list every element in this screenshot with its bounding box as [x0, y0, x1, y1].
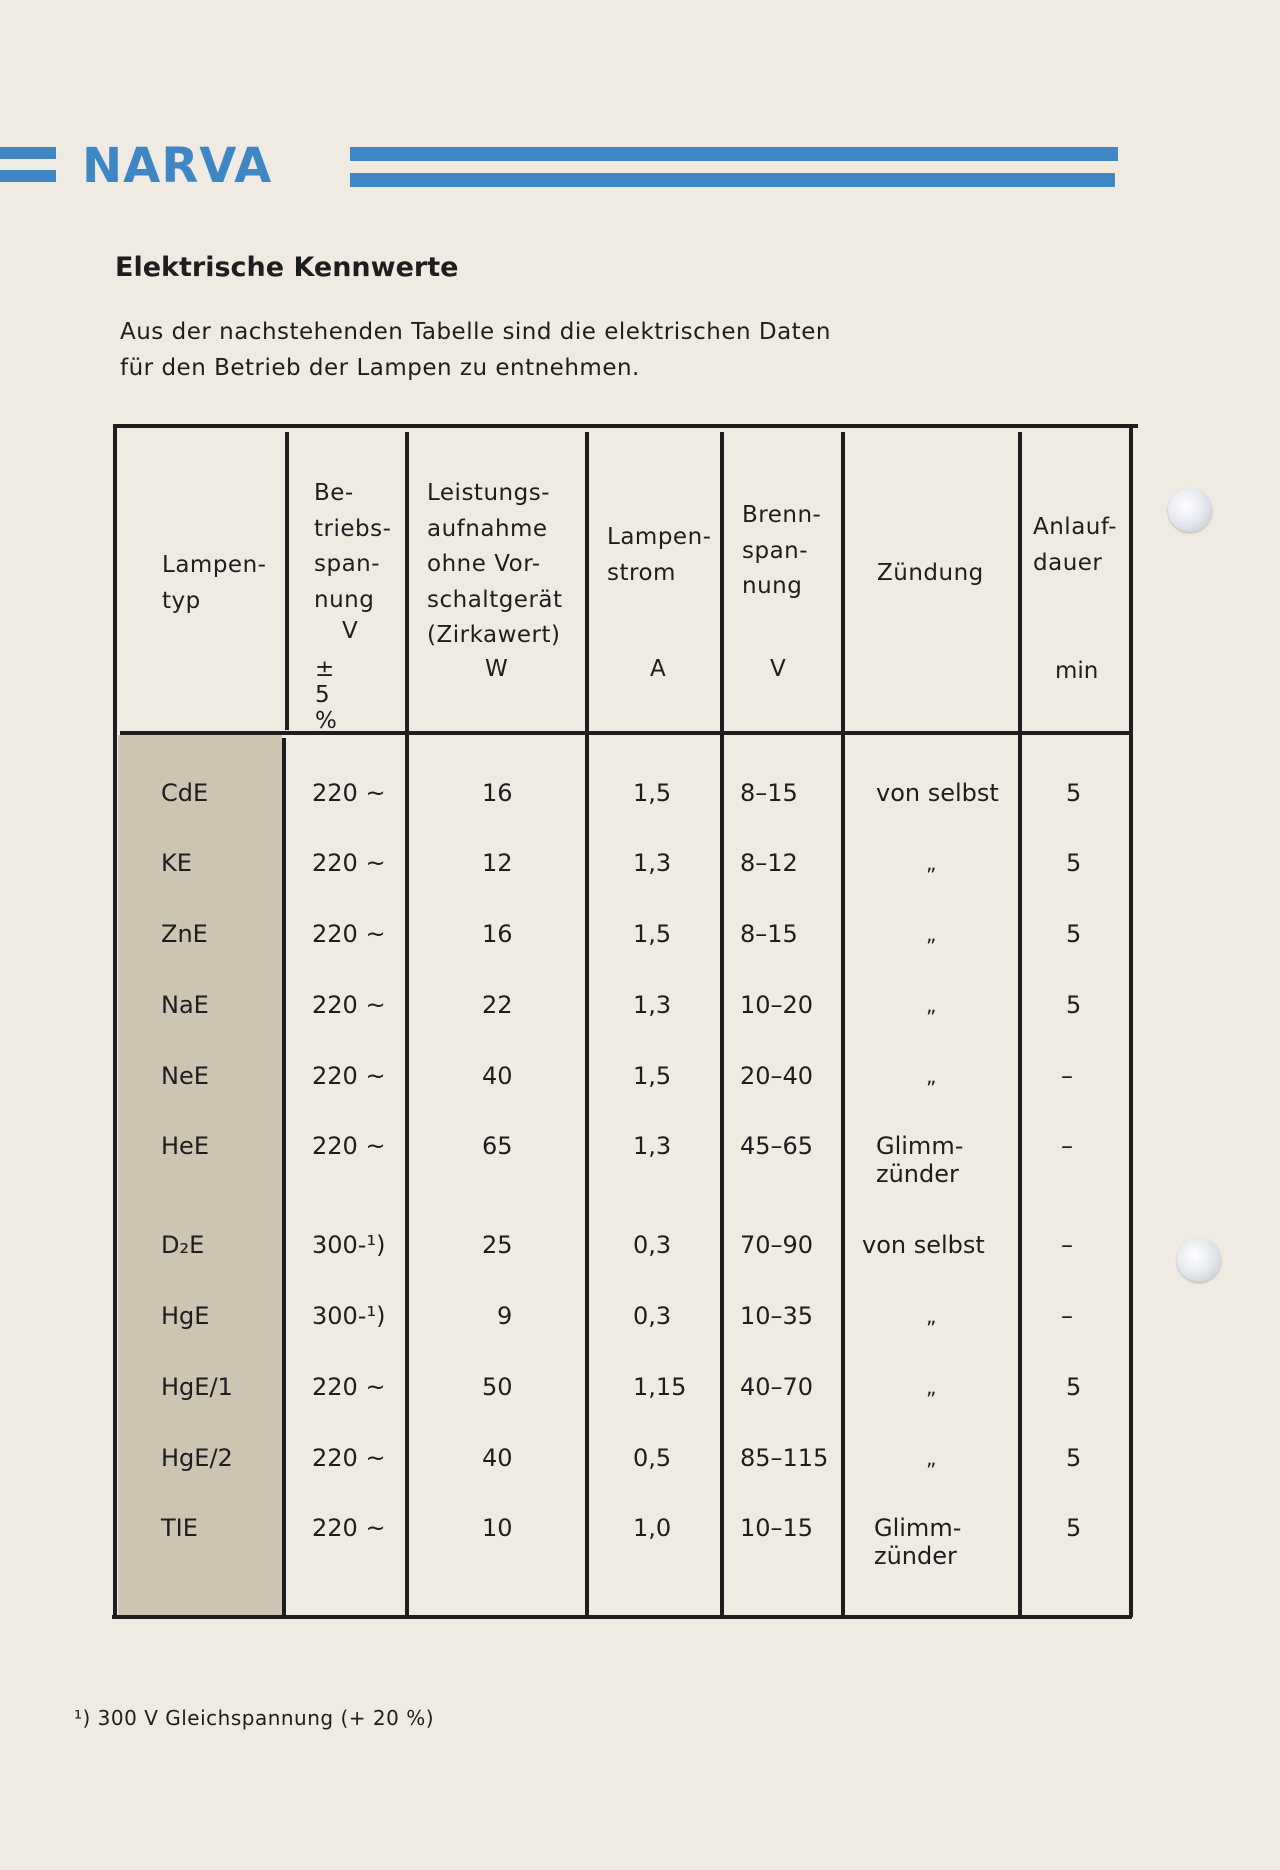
- cell-startup: 5: [1066, 1444, 1082, 1472]
- table-row: [0, 779, 1280, 839]
- cell-current: 1,15: [633, 1373, 687, 1401]
- cell-lamp-type: KE: [161, 849, 192, 877]
- cell-burn-voltage: 8–15: [740, 920, 798, 948]
- column-divider: [285, 432, 289, 730]
- cell-voltage: 220 ~: [312, 1132, 386, 1160]
- cell-voltage: 220 ~: [312, 1373, 386, 1401]
- cell-voltage: 300-¹): [312, 1302, 386, 1330]
- cell-startup: 5: [1066, 920, 1082, 948]
- cell-burn-voltage: 20–40: [740, 1062, 814, 1090]
- cell-lamp-type: TIE: [161, 1514, 198, 1542]
- cell-power: 65: [482, 1132, 513, 1160]
- cell-startup: –: [1061, 1302, 1073, 1330]
- intro-line: Aus der nachstehenden Tabelle sind die elektrischen Daten: [120, 319, 831, 345]
- header-burn-unit: V: [770, 656, 786, 682]
- cell-voltage: 220 ~: [312, 1514, 386, 1542]
- cell-power: 40: [482, 1062, 513, 1090]
- table-row: [0, 1132, 1280, 1222]
- cell-voltage: 220 ~: [312, 1444, 386, 1472]
- cell-current: 1,5: [633, 920, 672, 948]
- cell-startup: 5: [1066, 779, 1082, 807]
- cell-current: 0,3: [633, 1231, 672, 1259]
- table-row: [0, 991, 1280, 1051]
- header-stripe: [0, 147, 56, 159]
- cell-lamp-type: HgE: [161, 1302, 210, 1330]
- header-ignition: Zündung: [877, 560, 984, 586]
- cell-startup: 5: [1066, 1373, 1082, 1401]
- cell-burn-voltage: 10–15: [740, 1514, 814, 1542]
- cell-burn-voltage: 8–12: [740, 849, 798, 877]
- cell-lamp-type: NeE: [161, 1062, 209, 1090]
- cell-burn-voltage: 85–115: [740, 1444, 829, 1472]
- cell-ignition: von selbst: [862, 1231, 985, 1259]
- cell-ignition: „: [926, 993, 937, 1017]
- cell-burn-voltage: 40–70: [740, 1373, 814, 1401]
- table-bottom-rule: [112, 1615, 1132, 1619]
- cell-startup: –: [1061, 1132, 1073, 1160]
- cell-current: 1,0: [633, 1514, 672, 1542]
- header-startup-time: Anlauf- dauer: [1033, 514, 1118, 576]
- cell-power: 25: [482, 1231, 513, 1259]
- cell-voltage: 300-¹): [312, 1231, 386, 1259]
- cell-power: 9: [497, 1302, 513, 1330]
- header-current-unit: A: [650, 656, 666, 682]
- cell-burn-voltage: 10–35: [740, 1302, 814, 1330]
- cell-ignition: „: [926, 851, 937, 875]
- binder-hole-icon: [1168, 488, 1212, 532]
- cell-voltage: 220 ~: [312, 991, 386, 1019]
- cell-ignition: „: [926, 1304, 937, 1328]
- cell-power: 10: [482, 1514, 513, 1542]
- table-row: [0, 1514, 1280, 1604]
- cell-startup: –: [1061, 1062, 1073, 1090]
- cell-power: 40: [482, 1444, 513, 1472]
- cell-current: 0,3: [633, 1302, 672, 1330]
- header-operating-voltage: Be- triebs- span- nung: [314, 480, 392, 613]
- cell-startup: 5: [1066, 849, 1082, 877]
- cell-voltage: 220 ~: [312, 779, 386, 807]
- table-row: [0, 1231, 1280, 1291]
- cell-ignition: „: [926, 1446, 937, 1470]
- table-row: [0, 1444, 1280, 1504]
- cell-current: 1,3: [633, 849, 672, 877]
- cell-lamp-type: CdE: [161, 779, 209, 807]
- header-stripe: [350, 173, 1115, 187]
- cell-lamp-type: NaE: [161, 991, 209, 1019]
- cell-power: 12: [482, 849, 513, 877]
- cell-current: 1,3: [633, 991, 672, 1019]
- table-top-rule: [113, 424, 1138, 428]
- cell-burn-voltage: 8–15: [740, 779, 798, 807]
- header-startup-unit: min: [1055, 658, 1099, 684]
- cell-power: 50: [482, 1373, 513, 1401]
- cell-ignition: von selbst: [876, 779, 999, 807]
- cell-lamp-type: ZnE: [161, 920, 208, 948]
- cell-voltage: 220 ~: [312, 1062, 386, 1090]
- table-row: [0, 1302, 1280, 1362]
- cell-ignition: „: [926, 1375, 937, 1399]
- cell-burn-voltage: 10–20: [740, 991, 814, 1019]
- cell-ignition: „: [926, 1064, 937, 1088]
- cell-ignition: Glimm- zünder: [876, 1132, 964, 1188]
- cell-lamp-type: HeE: [161, 1132, 209, 1160]
- header-lamp-type: Lampen- typ: [162, 552, 267, 614]
- cell-lamp-type: HgE/1: [161, 1373, 233, 1401]
- header-stripe: [350, 147, 1118, 161]
- table-row: [0, 1373, 1280, 1433]
- cell-current: 0,5: [633, 1444, 672, 1472]
- binder-hole-icon: [1177, 1238, 1221, 1282]
- cell-current: 1,3: [633, 1132, 672, 1160]
- header-voltage-unit: V: [342, 618, 358, 644]
- table-row: [0, 849, 1280, 909]
- cell-startup: 5: [1066, 991, 1082, 1019]
- cell-voltage: 220 ~: [312, 849, 386, 877]
- cell-ignition: „: [926, 922, 937, 946]
- cell-lamp-type: HgE/2: [161, 1444, 233, 1472]
- cell-power: 22: [482, 991, 513, 1019]
- cell-startup: –: [1061, 1231, 1073, 1259]
- cell-voltage: 220 ~: [312, 920, 386, 948]
- cell-current: 1,5: [633, 1062, 672, 1090]
- table-header-rule: [120, 731, 1130, 735]
- cell-power: 16: [482, 920, 513, 948]
- table-row: [0, 920, 1280, 980]
- header-voltage-tolerance: ± 5 %: [315, 656, 337, 734]
- cell-startup: 5: [1066, 1514, 1082, 1542]
- cell-ignition: Glimm- zünder: [874, 1514, 962, 1570]
- cell-lamp-type: D₂E: [161, 1231, 205, 1259]
- cell-current: 1,5: [633, 779, 672, 807]
- header-power-consumption: Leistungs- aufnahme ohne Vor- schaltgerät (Zirkawert): [427, 480, 563, 648]
- narva-logo: NARVA: [82, 138, 273, 194]
- cell-burn-voltage: 45–65: [740, 1132, 814, 1160]
- cell-power: 16: [482, 779, 513, 807]
- footnote: ¹) 300 V Gleichspannung (+ 20 %): [74, 1706, 434, 1730]
- cell-burn-voltage: 70–90: [740, 1231, 814, 1259]
- header-burning-voltage: Brenn- span- nung: [742, 502, 822, 599]
- table-row: [0, 1062, 1280, 1122]
- intro-paragraph: [120, 314, 980, 386]
- header-power-unit: W: [485, 656, 508, 682]
- header-stripe: [0, 170, 56, 182]
- section-heading: Elektrische Kennwerte: [115, 252, 459, 283]
- intro-line: für den Betrieb der Lampen zu entnehmen.: [120, 355, 640, 381]
- header-lamp-current: Lampen- strom: [607, 524, 712, 586]
